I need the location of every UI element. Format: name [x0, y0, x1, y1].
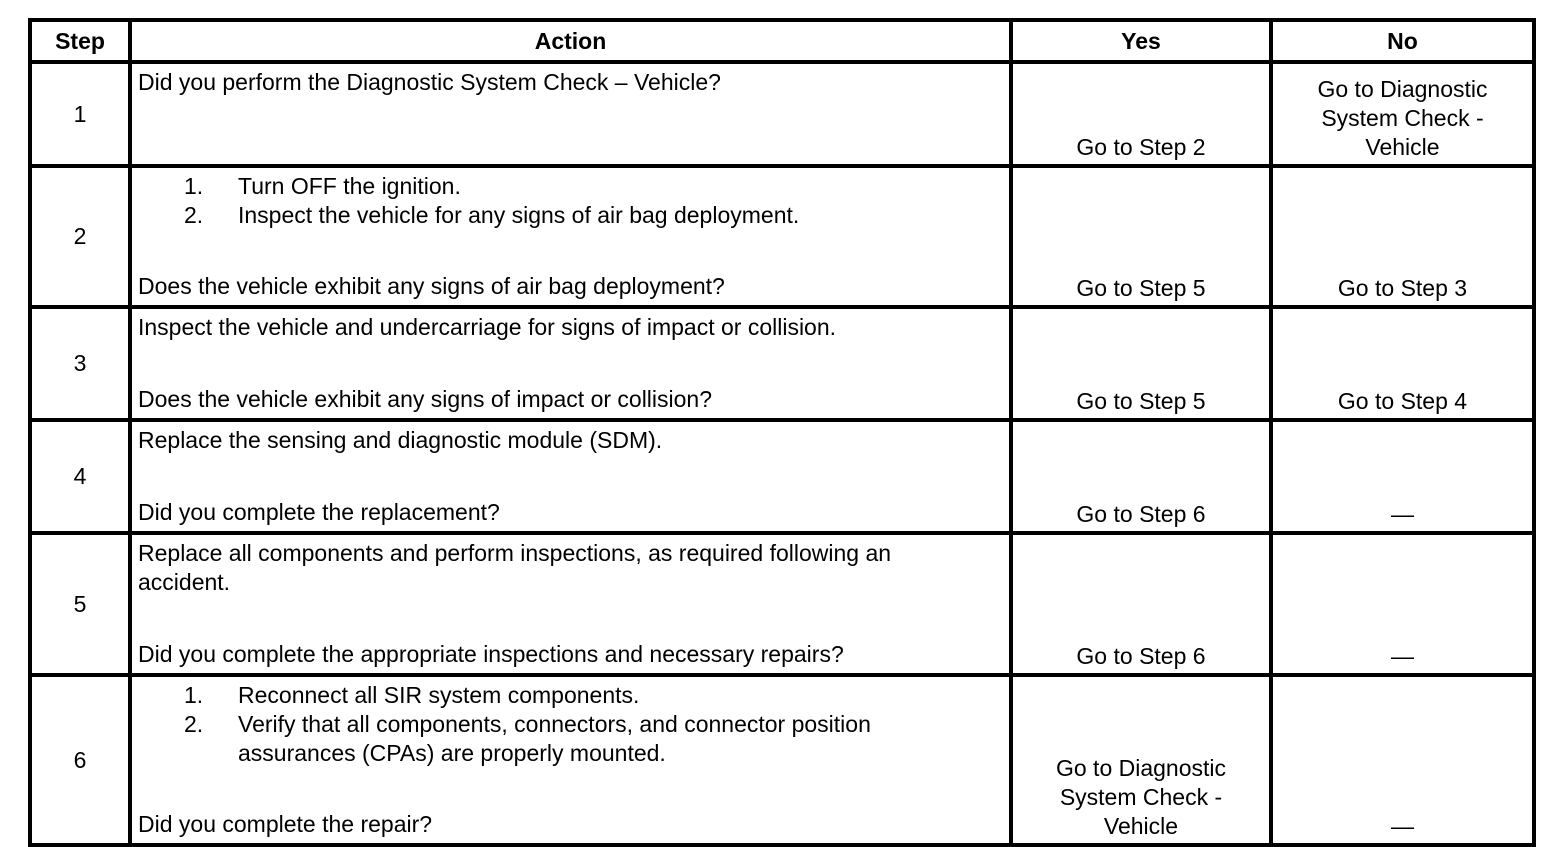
- table-row: [30, 307, 1534, 420]
- no-cell: —: [1271, 675, 1534, 845]
- action-text: Replace the sensing and diagnostic module (SDM).: [138, 427, 663, 453]
- action-text: Did you perform the Diagnostic System Check – Vehicle?: [138, 69, 721, 95]
- action-list: [138, 172, 1003, 230]
- table-row: [30, 533, 1534, 675]
- header-action: Action: [130, 20, 1011, 62]
- yes-cell: Go to Step 5: [1011, 166, 1271, 307]
- action-text: Replace all components and perform inspections, as required following an accident.: [138, 540, 892, 595]
- yes-cell: Go to Step 6: [1011, 420, 1271, 533]
- action-cell: [130, 675, 1011, 845]
- table-row: [30, 675, 1534, 845]
- list-item-text: Inspect the vehicle for any signs of air bag deployment.: [238, 202, 800, 228]
- list-item-number: 1.: [184, 682, 204, 708]
- no-cell: —: [1271, 420, 1534, 533]
- step-number: 5: [30, 533, 130, 675]
- action-cell: [130, 533, 1011, 675]
- header-row: [30, 20, 1534, 62]
- action-question: Does the vehicle exhibit any signs of impact or collision?: [138, 386, 713, 412]
- list-item-text: Turn OFF the ignition.: [238, 173, 461, 199]
- action-cell: [130, 166, 1011, 307]
- step-number: 3: [30, 307, 130, 420]
- list-item-text: Reconnect all SIR system components.: [238, 682, 640, 708]
- table-row: [30, 62, 1534, 166]
- list-item-number: 1.: [184, 173, 204, 199]
- header-no: No: [1271, 20, 1534, 62]
- step-number: 4: [30, 420, 130, 533]
- yes-cell: Go to Step 6: [1011, 533, 1271, 675]
- step-number: 2: [30, 166, 130, 307]
- yes-cell: Go to Step 2: [1011, 62, 1271, 166]
- no-cell: —: [1271, 533, 1534, 675]
- yes-cell: Go to Diagnostic System Check - Vehicle: [1011, 675, 1271, 845]
- action-cell: [130, 420, 1011, 533]
- action-list: [138, 681, 1003, 768]
- no-cell: Go to Step 4: [1271, 307, 1534, 420]
- list-item-text: Verify that all components, connectors, and connector position assurances (CPAs) are properly mounted.: [238, 711, 871, 766]
- no-cell: Go to Step 3: [1271, 166, 1534, 307]
- yes-cell: Go to Step 5: [1011, 307, 1271, 420]
- action-text: Inspect the vehicle and undercarriage for signs of impact or collision.: [138, 314, 837, 340]
- list-item: [184, 201, 1003, 230]
- step-number: 6: [30, 675, 130, 845]
- list-item-number: 2.: [184, 202, 204, 228]
- list-item: [184, 681, 943, 710]
- action-cell: [130, 62, 1011, 166]
- diagnostic-table: [28, 18, 1536, 847]
- table-row: [30, 420, 1534, 533]
- action-question: Did you complete the appropriate inspections and necessary repairs?: [138, 641, 844, 667]
- no-cell: Go to Diagnostic System Check - Vehicle: [1271, 62, 1534, 166]
- step-number: 1: [30, 62, 130, 166]
- action-cell: [130, 307, 1011, 420]
- list-item-number: 2.: [184, 711, 204, 737]
- action-question: Did you complete the replacement?: [138, 499, 500, 525]
- action-question: Does the vehicle exhibit any signs of air bag deployment?: [138, 273, 725, 299]
- table-row: [30, 166, 1534, 307]
- header-yes: Yes: [1011, 20, 1271, 62]
- list-item: [184, 710, 943, 768]
- action-question: Did you complete the repair?: [138, 811, 433, 837]
- list-item: [184, 172, 1003, 201]
- header-step: Step: [30, 20, 130, 62]
